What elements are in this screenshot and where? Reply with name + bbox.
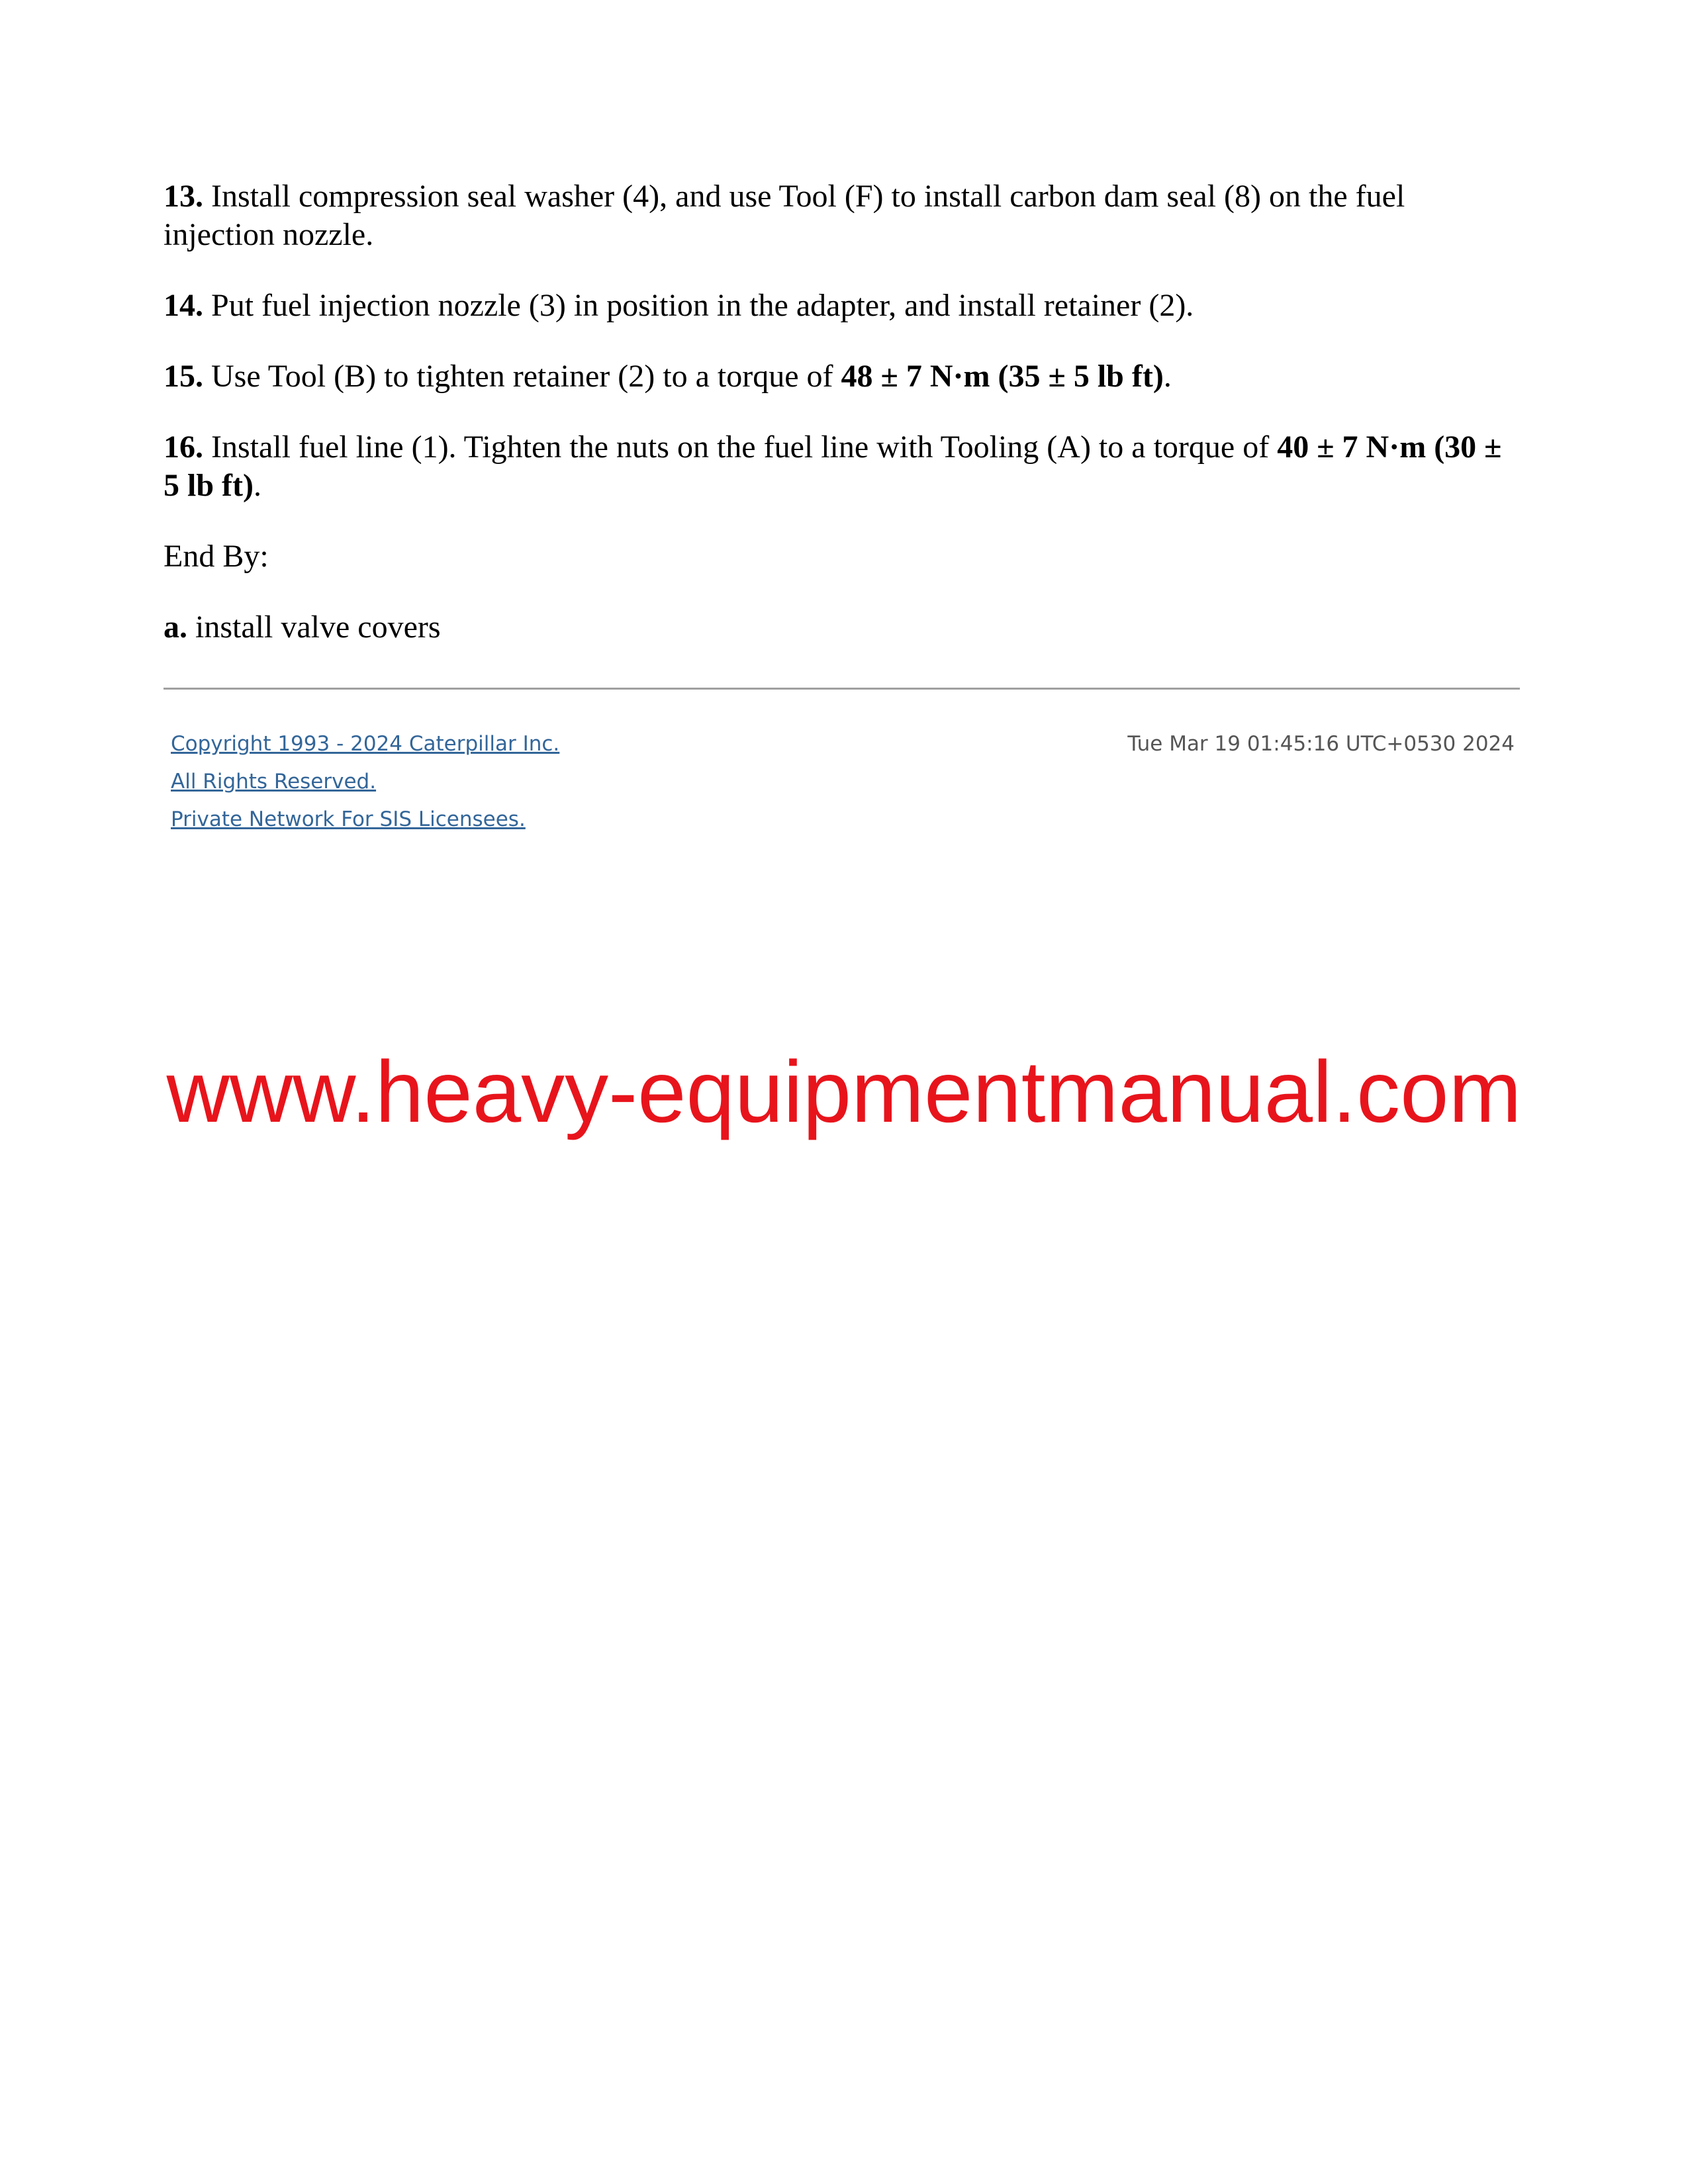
watermark-url: www.heavy-equipmentmanual.com [166,1043,1522,1140]
torque-spec: 48 ± 7 N·m (35 ± 5 lb ft) [841,359,1164,394]
step-number: 14. [164,288,203,323]
step-16 [164,428,1507,505]
step-text: Put fuel injection nozzle (3) in position in the adapter, and install retainer (2). [203,288,1194,323]
step-text: Install compression seal washer (4), and use Tool (F) to install carbon dam seal (8) on the fuel injection nozzle. [164,179,1405,252]
end-by-item [164,608,1507,647]
step-text-end: . [253,468,261,503]
step-14 [164,287,1507,325]
end-by-label: End By: [164,539,269,574]
step-text-end: . [1163,359,1172,394]
step-text: Use Tool (B) to tighten retainer (2) to a torque of [203,359,841,394]
copyright-link[interactable]: Copyright 1993 - 2024 Caterpillar Inc. [171,732,560,756]
network-link[interactable]: Private Network For SIS Licensees. [171,807,526,831]
footer-links [171,725,559,839]
footer-divider [164,688,1520,690]
step-number: 13. [164,179,203,214]
torque-spec: 40 ± 7 N·m (30 ± 5 lb ft) [164,430,1502,503]
step-text: Install fuel line (1). Tighten the nuts on the fuel line with Tooling (A) to a torque of [203,430,1278,465]
end-by-item-text: install valve covers [187,610,441,645]
rights-link[interactable]: All Rights Reserved. [171,770,377,794]
end-by-item-number: a. [164,610,187,645]
step-13 [164,177,1507,254]
timestamp: Tue Mar 19 01:45:16 UTC+0530 2024 [1127,732,1515,756]
procedure-content [164,177,1507,679]
step-number: 16. [164,430,203,465]
step-number: 15. [164,359,203,394]
step-15 [164,357,1507,396]
